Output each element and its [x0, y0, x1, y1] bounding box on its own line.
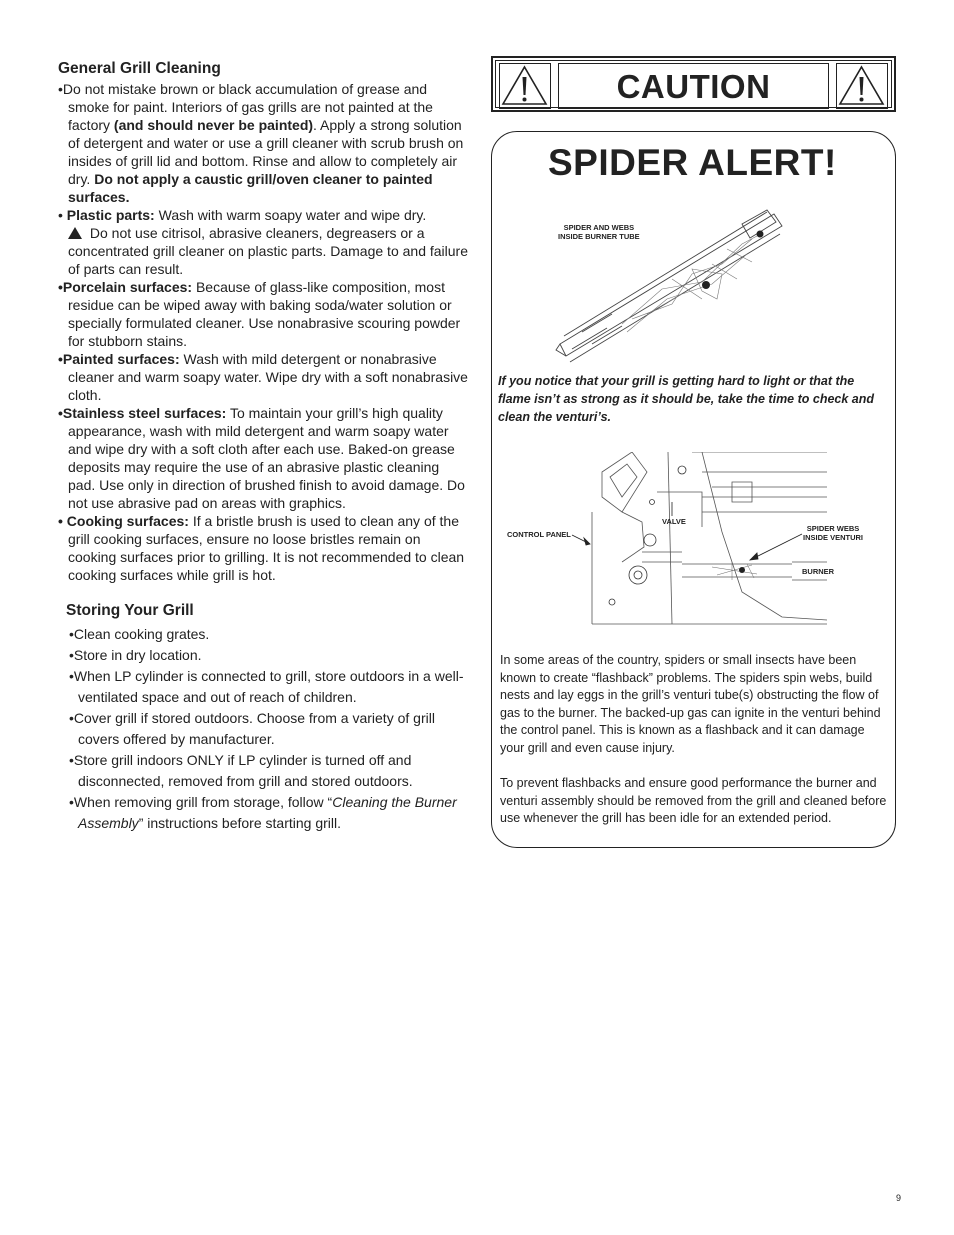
fig1-label: SPIDER AND WEBS INSIDE BURNER TUBE	[558, 223, 640, 241]
spider-webs-label: SPIDER WEBS INSIDE VENTURI	[803, 524, 864, 542]
warning-triangle-svg	[500, 64, 549, 107]
list-item: •When LP cylinder is connected to grill, store outdoors in a well-ventilated space and out of reach of children.	[69, 668, 464, 705]
bold-run: • Cooking surfaces:	[58, 513, 189, 529]
venturi-cutaway-illustration	[582, 452, 827, 627]
general-cleaning-heading: General Grill Cleaning	[58, 60, 221, 77]
spider-intro-text: If you notice that your grill is getting hard to light or that the flame isn’t as strong as it should be, take the time to check and clean the venturi’s.	[498, 374, 875, 424]
bold-run: (and should never be painted)	[113, 117, 314, 133]
list-item: •Store in dry location.	[69, 647, 202, 663]
cooking-paragraph	[58, 512, 468, 584]
cleaning-intro-paragraph	[58, 80, 468, 206]
list-item: •Cover grill if stored outdoors. Choose from a variety of grill covers offered by manufacturer.	[69, 710, 435, 747]
warning-triangle-svg	[837, 64, 886, 107]
text-run: Because of glass-like composition, most residue can be wiped away with baking soda/water solution or specially formulated cleaner. Use nonabrasive scouring powder for stubborn stains.	[68, 279, 461, 349]
spider-body-paragraph-2: To prevent flashbacks and ensure good performance the burner and venturi assembly should be removed from the grill and cleaned before use whenever the grill has been idle for an extended period.	[500, 776, 887, 825]
list-item: •Store grill indoors ONLY if LP cylinder is turned off and disconnected, removed from grill and stored outdoors.	[69, 752, 413, 789]
painted-paragraph	[58, 350, 468, 404]
text-run: Do not use citrisol, abrasive cleaners, degreasers or a concentrated grill cleaner on plastic parts. Damage to and failure of parts can result.	[68, 225, 468, 277]
caution-banner-inner	[495, 60, 892, 108]
page-number: 9	[896, 1193, 902, 1203]
control-panel-label: CONTROL PANEL	[507, 530, 571, 539]
warning-triangle-icon	[68, 227, 82, 239]
storing-section	[58, 602, 468, 834]
caution-title: CAUTION	[558, 63, 829, 109]
bold-run: Do not apply a caustic grill/oven cleaner to painted surfaces.	[68, 171, 433, 205]
list-item: •Clean cooking grates.	[69, 626, 210, 642]
storing-heading: Storing Your Grill	[66, 602, 194, 619]
spider-body-paragraph-1: In some areas of the country, spiders or small insects have been known to create “flashback” problems. The spiders spin webs, build nests and lay eggs in the grill’s venturi tube(s) obstructing the flow of gas to the burner. The backed-up gas can ignite in the venturi behind the control panel. This is known as a flashback and it can damage your grill and even cause injury.	[500, 653, 881, 755]
spider-alert-title: SPIDER ALERT!	[548, 142, 837, 183]
left-column	[58, 60, 468, 834]
burner-tube-illustration	[552, 204, 787, 364]
text-run: •When removing grill from storage, follow “	[69, 794, 333, 810]
porcelain-paragraph	[58, 278, 468, 350]
bold-run: •Porcelain surfaces:	[58, 279, 193, 295]
plastic-parts-paragraph: • Plastic parts: Wash with warm soapy water and wipe dry. Do not use citrisol, abrasive cleaners, degreasers or a concentrated grill cleaner on plastic parts. Damage to and failure of parts can result.	[58, 207, 468, 277]
text-run: If a bristle brush is used to clean any of the grill cooking surfaces, ensure no loose bristles remain on cooking surfaces prior to grilling. It is not recommended to clean cooking surfaces while grill is hot.	[68, 513, 465, 583]
text-run: . Apply a strong solution of detergent and water or use a grill cleaner with scrub brush on insides of grill lid and bottom. Rinse and allow to completely air dry.	[68, 117, 464, 187]
italic-run: Cleaning the Burner Assembly	[78, 794, 457, 831]
bold-run: •Stainless steel surfaces:	[58, 405, 227, 421]
warning-exclamation-icon	[836, 63, 888, 109]
valve-label: VALVE	[662, 517, 686, 526]
caution-banner	[491, 56, 896, 112]
stainless-paragraph	[58, 404, 468, 512]
warning-exclamation-icon	[499, 63, 551, 109]
list-item	[66, 792, 468, 834]
text-run: Wash with warm soapy water and wipe dry.	[154, 207, 427, 223]
text-run: To maintain your grill’s high quality appearance, wash with mild detergent and warm soapy water and wipe dry with a soft cloth after each use. Baked-on grease deposits may require the use of an abrasive plastic cleaning pad. Use only in direction of brushed finish to avoid damage. Do not use abrasive pad on areas with graphics.	[68, 405, 465, 511]
bold-run: Plastic parts:	[66, 207, 155, 223]
bold-run: •Painted surfaces:	[58, 351, 180, 367]
spider-alert-panel	[491, 131, 896, 848]
text-run: •Do not mistake brown or black accumulation of grease and smoke for paint. Interiors of gas grills are not painted at the factory	[58, 81, 433, 133]
text-run: Wash with mild detergent or nonabrasive cleaner and warm soapy water. Wipe dry with a soft nonabrasive cloth.	[68, 351, 468, 403]
burner-label: BURNER	[802, 567, 835, 576]
text-run: ” instructions before starting grill.	[138, 815, 341, 831]
